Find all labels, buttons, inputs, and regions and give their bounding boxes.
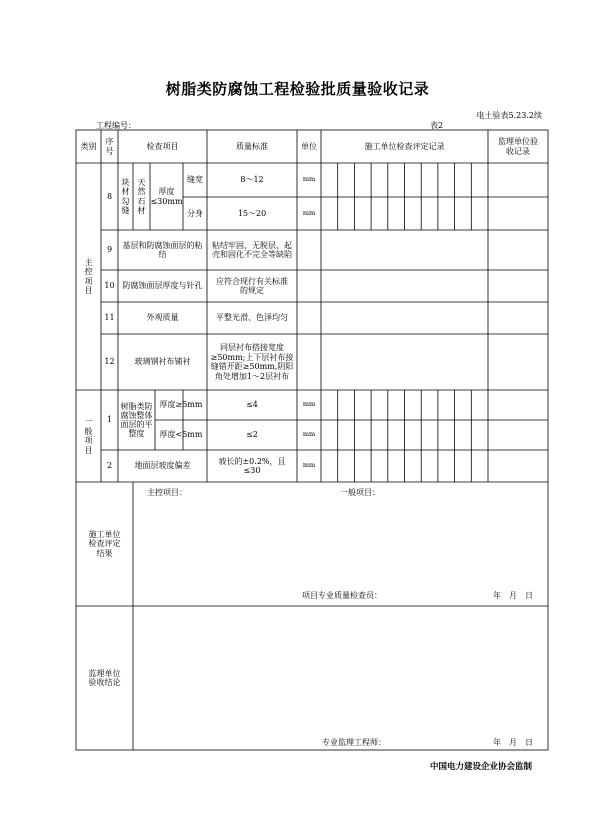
engineer-date: 年 月 日 — [493, 738, 533, 747]
general-row2-seq: 2 — [106, 461, 113, 471]
row11-standard: 平整光滑、色泽均匀 — [216, 313, 288, 323]
quality-inspector-label: 项目专业质量检查员： — [302, 591, 382, 600]
general-row1-seq: 1 — [106, 415, 113, 425]
construction-result-label: 施工单位检查评定结果 — [88, 529, 121, 558]
general-row1-sub2: 厚度<5mm — [159, 430, 203, 440]
col-seq: 序号 — [105, 137, 114, 156]
row12-standard: 同层衬布搭接宽度≥50mm;上下层衬布接缝错开距≥50mm,阴阳角处增加1～2层衬布 — [210, 343, 294, 381]
result-main-items: 主控项目： — [147, 488, 187, 497]
row9-standard: 粘结牢固，无脱层、起壳和固化不完全等缺陷 — [212, 240, 292, 259]
row11-item: 外观质量 — [146, 313, 179, 323]
row10-item: 防腐蚀面层厚度与针孔 — [122, 281, 203, 291]
col-unit: 单位 — [301, 141, 317, 151]
inspector-date: 年 月 日 — [493, 591, 533, 600]
row8-std2: 15～20 — [237, 208, 267, 218]
row8-std1: 8～12 — [240, 175, 264, 185]
row8-unit2: mm — [302, 208, 316, 217]
row9-seq: 9 — [106, 245, 113, 255]
col-item: 检查项目 — [146, 141, 179, 151]
supervision-conclusion-label: 监理单位验收结论 — [88, 668, 121, 687]
supervision-engineer-label: 专业监理工程师： — [322, 738, 386, 747]
footer-org: 中国电力建设企业协会监制 — [429, 762, 532, 772]
result-general-items: 一般项目： — [340, 488, 380, 497]
row8-sub2: 分身 — [187, 208, 203, 218]
page-title: 树脂类防腐蚀工程检验批质量验收记录 — [165, 80, 430, 98]
row12-item: 玻璃钢衬布铺衬 — [134, 357, 191, 367]
row8-material: 天然石材 — [137, 177, 146, 215]
general-row2-item: 地面层坡度偏差 — [134, 461, 191, 471]
general-row1-unit1: mm — [302, 400, 316, 409]
row12-seq: 12 — [104, 357, 115, 367]
row8-sub1: 缝宽 — [187, 175, 203, 185]
row8-thickness: 厚度≤30mm — [150, 187, 183, 206]
row8-unit1: mm — [302, 175, 316, 184]
row11-seq: 11 — [104, 313, 115, 323]
row10-seq: 10 — [104, 281, 115, 291]
col-standard: 质量标准 — [236, 141, 268, 151]
main-control-label: 主控项目 — [84, 257, 93, 295]
row8-group: 块材勾缝 — [121, 177, 130, 215]
general-row1-group: 树脂类防腐蚀整体面层的平整度 — [120, 402, 153, 438]
col-category: 类别 — [80, 141, 97, 151]
table-number-label: 表2 — [430, 121, 444, 130]
general-row1-std1: ≤4 — [246, 400, 258, 410]
col-supervision-record: 监理单位验收记录 — [498, 137, 538, 156]
general-row1-unit2: mm — [302, 430, 316, 439]
row10-standard: 应符合现行有关标准的规定 — [216, 276, 288, 295]
col-construction-record: 施工单位检查评定记录 — [364, 141, 445, 151]
general-row2-unit: mm — [302, 461, 316, 470]
project-number-label: 工程编号： — [96, 121, 136, 130]
form-code: 电土验表5.23.2续 — [476, 111, 542, 120]
row8-seq: 8 — [106, 191, 113, 201]
general-row1-std2: ≤2 — [246, 430, 258, 440]
general-row1-sub1: 厚度≥5mm — [159, 400, 203, 410]
row9-item: 基层和防腐蚀面层的粘结 — [122, 240, 203, 259]
general-row2-standard: 坡长的±0.2%，且≤30 — [218, 456, 286, 475]
general-items-label: 一般项目 — [84, 417, 93, 455]
